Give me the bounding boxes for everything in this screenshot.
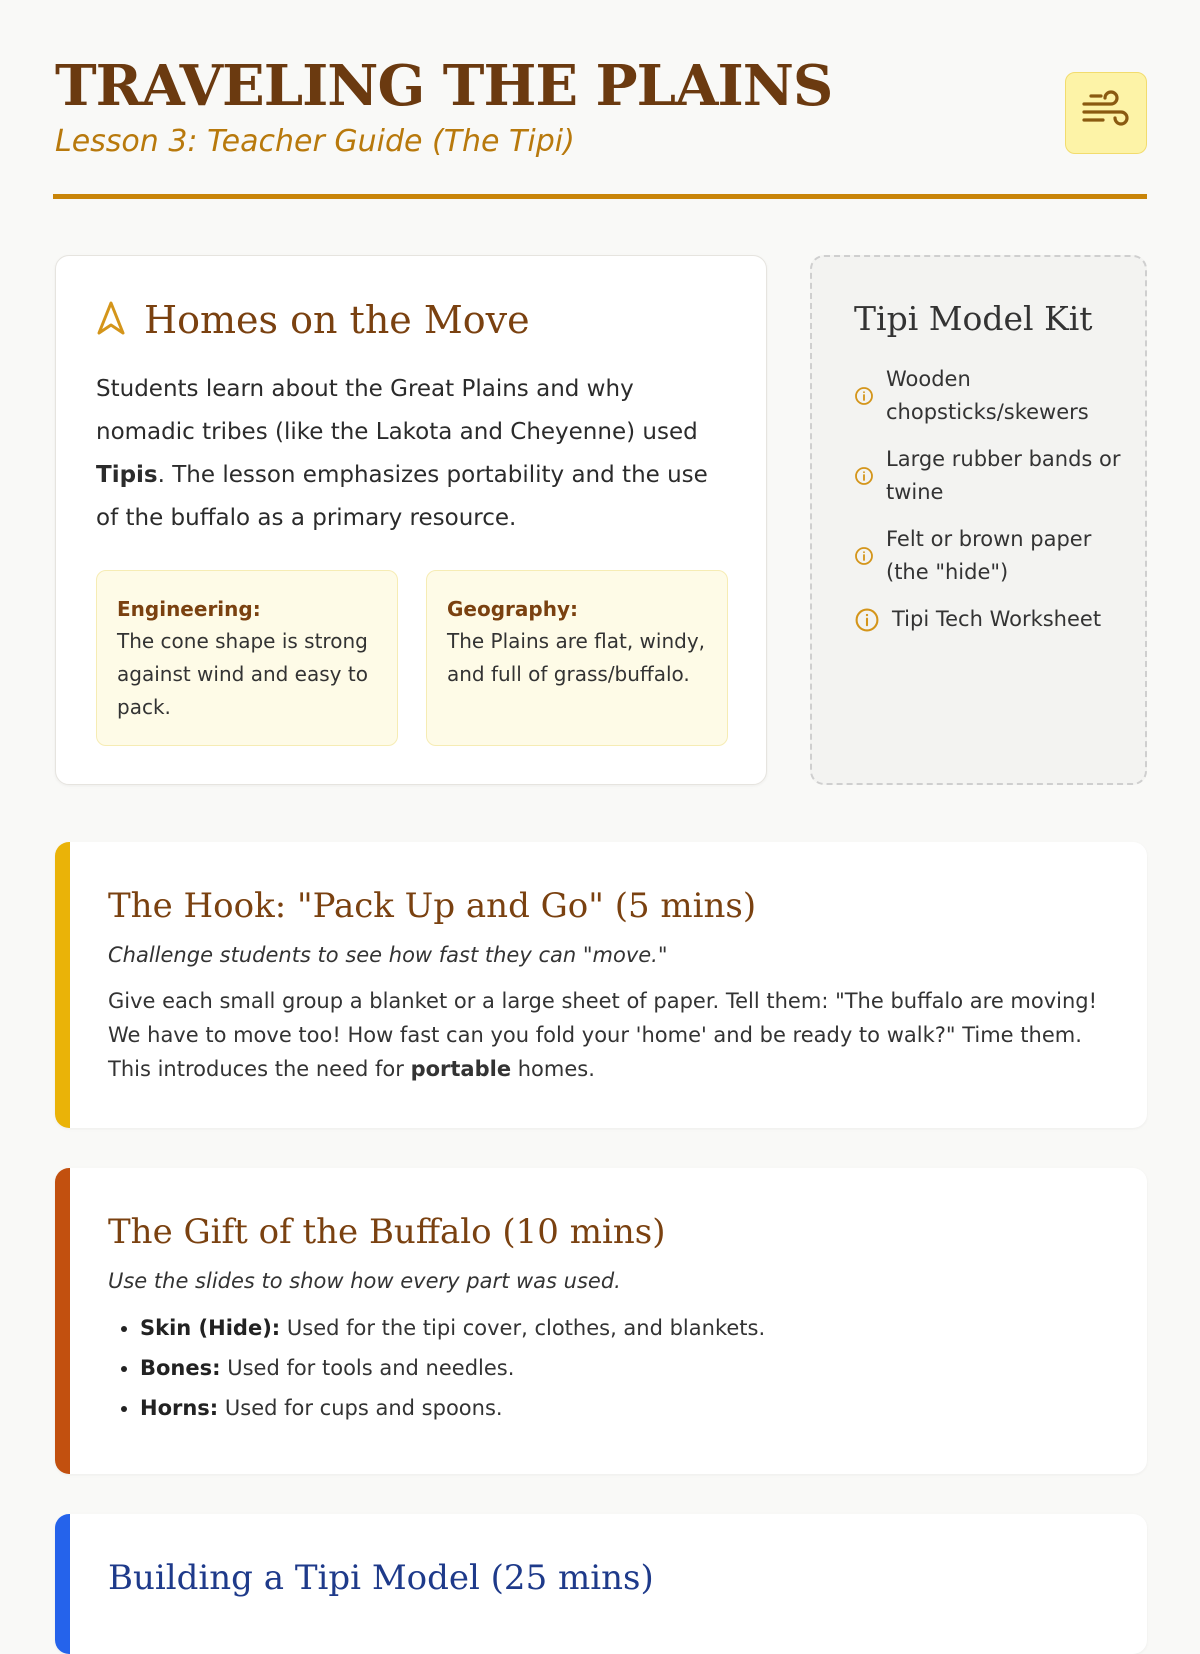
kit-item-label: Wooden chopsticks/skewers: [886, 367, 1089, 424]
fact-text: The Plains are flat, windy, and full of grass/buffalo.: [447, 629, 706, 686]
step-card-building: [55, 1514, 1147, 1654]
step-description: Give each small group a blanket or a large sheet of paper. Tell them: "The buffalo are moving! We have to move too! How fast can you fold your 'home' and be ready to walk?" Time them. This introduces the need for portable homes.: [108, 989, 1098, 1081]
step-accent-bar: [55, 842, 70, 1128]
kit-item-label: Tipi Tech Worksheet: [892, 607, 1102, 631]
step-title: Building a Tipi Model (25 mins): [108, 1558, 654, 1598]
overview-description: Students learn about the Great Plains and why nomadic tribes (like the Lakota and Cheyenne) used Tipis. The lesson emphasizes portability and the use of the buffalo as a primary resource.: [96, 376, 708, 531]
info-circle-icon: [854, 546, 874, 566]
list-item: • Horns: Used for cups and spoons.: [140, 1394, 1107, 1422]
header-divider: [53, 194, 1147, 199]
overview-title: Homes on the Move: [144, 298, 530, 342]
wind-badge: [1065, 72, 1147, 154]
step-subtitle: Use the slides to show how every part was used.: [108, 1269, 621, 1293]
step-accent-bar: [55, 1168, 70, 1474]
step-title: The Hook: "Pack Up and Go" (5 mins): [108, 886, 757, 926]
wind-icon: [1081, 90, 1131, 136]
info-circle-icon: [854, 466, 874, 486]
materials-kit-panel: [810, 255, 1147, 785]
overview-card: [55, 255, 767, 785]
page-subtitle: Lesson 3: Teacher Guide (The Tipi): [55, 124, 575, 159]
info-circle-icon: [854, 386, 874, 406]
list-item: • Bones: Used for tools and needles.: [140, 1354, 1107, 1382]
kit-list: [854, 363, 1124, 650]
fact-box-engineering: [96, 570, 398, 746]
page-header: [55, 52, 1147, 200]
kit-item: [854, 363, 1124, 429]
kit-item: [854, 443, 1124, 509]
fact-box-geography: [426, 570, 728, 746]
kit-item-label: Felt or brown paper (the "hide"): [886, 527, 1092, 584]
portable-term: portable: [410, 1057, 512, 1081]
step-card-hook: [55, 842, 1147, 1128]
tipi-icon: [96, 300, 126, 340]
step-card-buffalo: [55, 1168, 1147, 1474]
tipis-term: Tipis: [96, 462, 158, 488]
overview-heading: [96, 298, 530, 342]
step-subtitle: Challenge students to see how fast they can "move.": [108, 943, 668, 967]
info-circle-icon: [854, 607, 880, 633]
fact-text: The cone shape is strong against wind and easy to pack.: [117, 629, 368, 719]
buffalo-uses-list: [108, 1314, 1107, 1422]
step-title: The Gift of the Buffalo (10 mins): [108, 1212, 666, 1252]
fact-label: Geography:: [447, 597, 578, 621]
kit-item: [854, 523, 1124, 589]
kit-item-label: Large rubber bands or twine: [886, 447, 1121, 504]
kit-title: Tipi Model Kit: [854, 299, 1093, 338]
page-title: TRAVELING THE PLAINS: [55, 53, 833, 119]
step-accent-bar: [55, 1514, 70, 1654]
list-item: • Skin (Hide): Used for the tipi cover, clothes, and blankets.: [140, 1314, 1107, 1342]
fact-label: Engineering:: [117, 597, 261, 621]
kit-item: [854, 603, 1124, 636]
